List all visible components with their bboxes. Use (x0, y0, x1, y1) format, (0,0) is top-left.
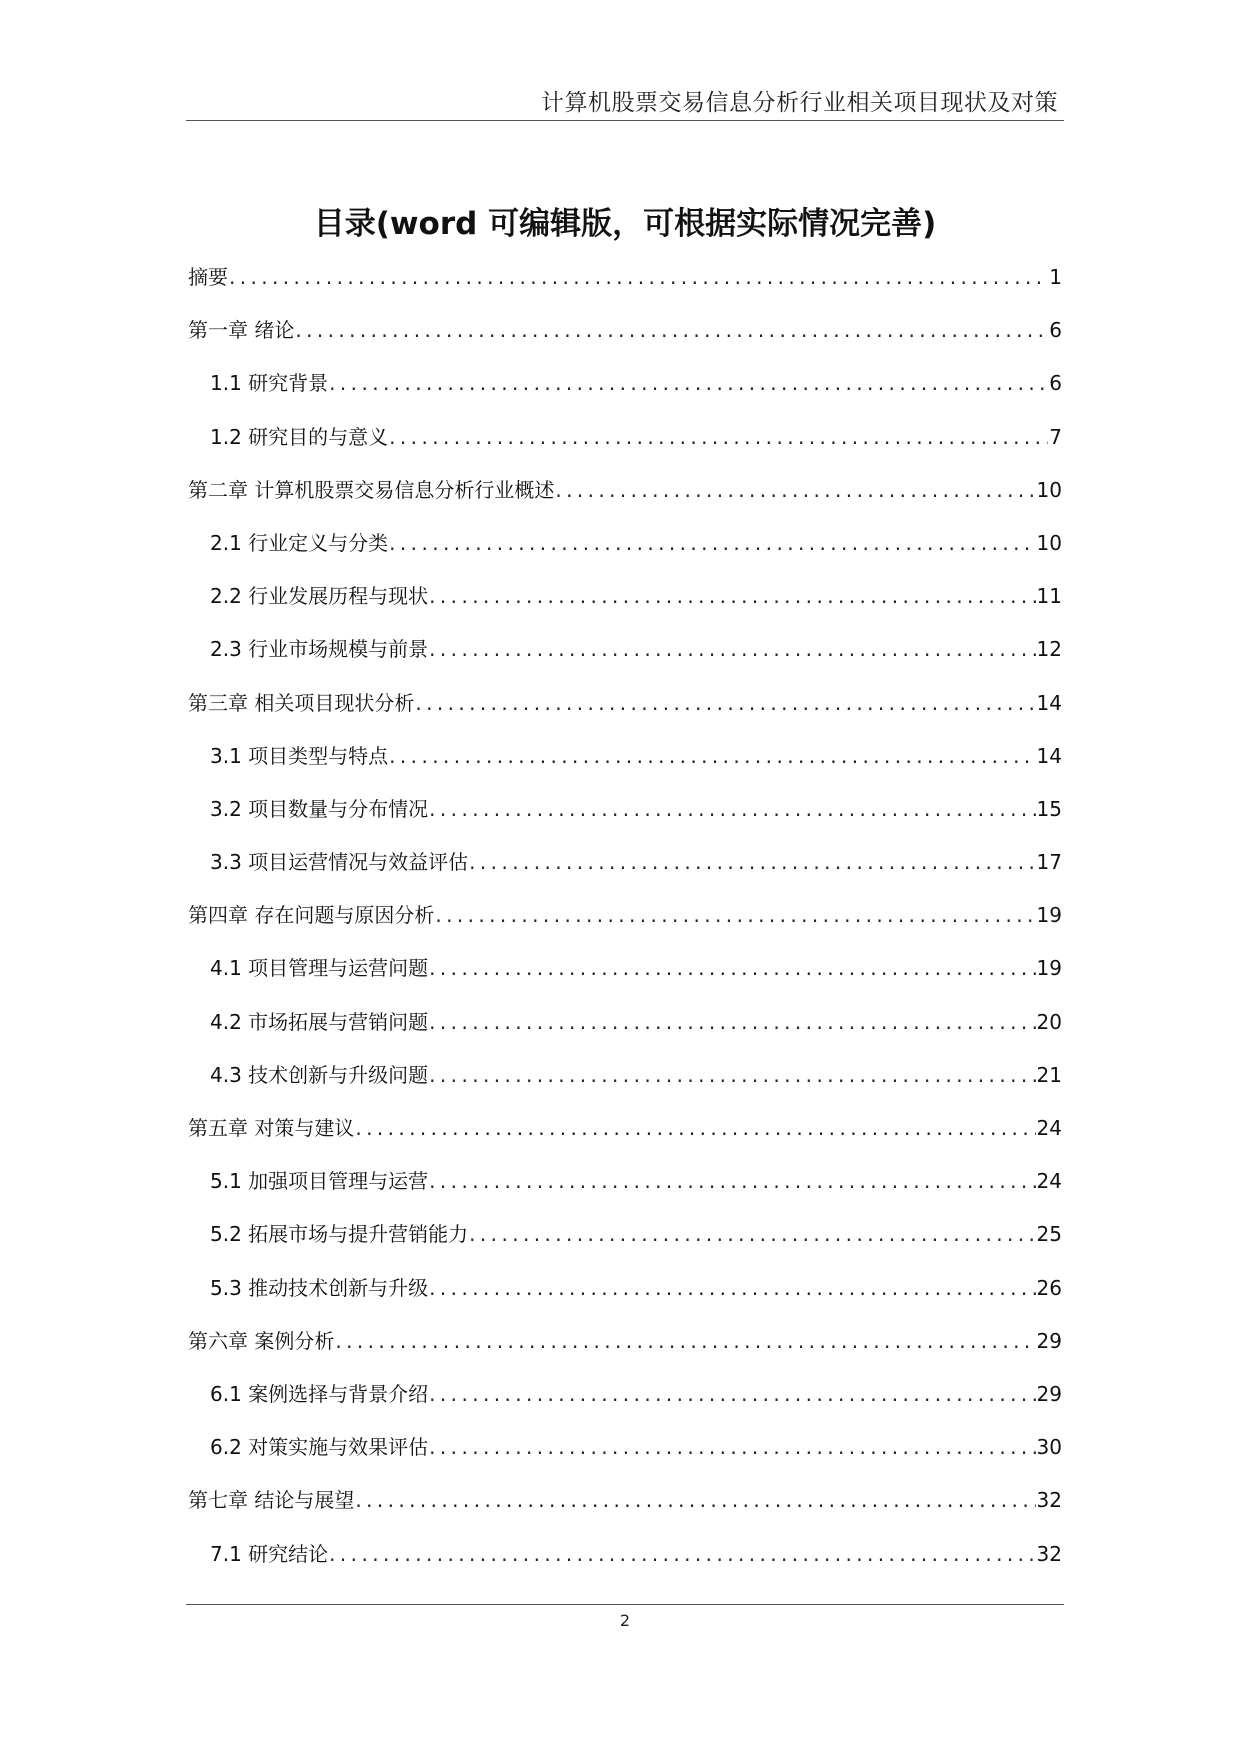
header-title: 计算机股票交易信息分析行业相关项目现状及对策 (541, 90, 1058, 116)
toc-entry[interactable] (188, 1007, 1062, 1060)
toc-entry-label: 4.2 市场拓展与营销问题 (210, 1009, 429, 1034)
toc-entry-page: 14 (1036, 743, 1062, 768)
toc-leader-dots (429, 1273, 1035, 1303)
toc-leader-dots (335, 1326, 1035, 1356)
toc-entry-label: 第六章 案例分析 (188, 1328, 335, 1353)
toc-leader-dots (329, 368, 1048, 398)
table-of-contents (188, 262, 1062, 1592)
toc-entry-label: 2.2 行业发展历程与现状 (210, 584, 429, 609)
toc-entry-page: 32 (1036, 1541, 1062, 1566)
toc-leader-dots (295, 315, 1048, 345)
toc-entry[interactable] (188, 634, 1062, 687)
toc-entry[interactable] (188, 1379, 1062, 1432)
toc-entry[interactable] (188, 422, 1062, 475)
toc-entry[interactable] (188, 688, 1062, 741)
page-number: 2 (619, 1611, 631, 1630)
toc-entry-page: 10 (1036, 477, 1062, 502)
toc-title: 目录(word 可编辑版，可根据实际情况完善) (313, 206, 937, 242)
toc-leader-dots (329, 1539, 1035, 1569)
toc-entry-page: 21 (1036, 1062, 1062, 1087)
toc-entry-page: 29 (1036, 1381, 1062, 1406)
toc-entry-label: 5.3 推动技术创新与升级 (210, 1275, 429, 1300)
toc-entry-label: 5.2 拓展市场与提升营销能力 (210, 1222, 469, 1247)
toc-entry[interactable] (188, 581, 1062, 634)
toc-entry-label: 2.3 行业市场规模与前景 (210, 637, 429, 662)
toc-leader-dots (389, 528, 1035, 558)
toc-leader-dots (415, 688, 1035, 718)
toc-entry[interactable] (188, 953, 1062, 1006)
toc-entry-page: 12 (1036, 637, 1062, 662)
toc-entry-label: 6.2 对策实施与效果评估 (210, 1435, 429, 1460)
toc-entry[interactable] (188, 1485, 1062, 1538)
toc-entry-page: 24 (1036, 1116, 1062, 1140)
toc-entry[interactable] (188, 1166, 1062, 1219)
toc-leader-dots (429, 953, 1035, 983)
toc-entry[interactable] (188, 900, 1062, 953)
toc-entry-label: 第三章 相关项目现状分析 (188, 690, 415, 715)
toc-entry-label: 第一章 绪论 (188, 318, 295, 343)
toc-leader-dots (429, 581, 1035, 611)
toc-leader-dots (435, 900, 1035, 930)
toc-entry-label: 3.2 项目数量与分布情况 (210, 796, 429, 821)
toc-entry-page: 32 (1036, 1488, 1062, 1513)
toc-leader-dots (469, 1219, 1035, 1249)
toc-entry[interactable] (188, 1060, 1062, 1113)
toc-leader-dots (555, 475, 1035, 505)
toc-entry[interactable] (188, 315, 1062, 368)
toc-entry[interactable] (188, 528, 1062, 581)
toc-entry-page: 19 (1036, 956, 1062, 981)
page-footer (186, 1604, 1064, 1630)
toc-entry-label: 4.1 项目管理与运营问题 (210, 956, 429, 981)
toc-entry[interactable] (188, 1539, 1062, 1592)
toc-entry-page: 26 (1036, 1275, 1062, 1300)
toc-entry-label: 1.2 研究目的与意义 (210, 424, 389, 449)
toc-entry-page: 17 (1036, 850, 1062, 875)
toc-leader-dots (389, 741, 1035, 771)
toc-entry-page: 11 (1036, 584, 1062, 609)
toc-entry-page: 6 (1049, 371, 1062, 396)
toc-entry[interactable] (188, 847, 1062, 900)
toc-entry-page: 19 (1036, 903, 1062, 928)
toc-leader-dots (389, 422, 1048, 452)
toc-entry[interactable] (188, 475, 1062, 528)
toc-leader-dots (429, 1379, 1035, 1409)
toc-entry-page: 30 (1036, 1435, 1062, 1460)
toc-leader-dots (429, 634, 1035, 664)
toc-entry-page: 15 (1036, 796, 1062, 821)
toc-entry-label: 第四章 存在问题与原因分析 (188, 903, 435, 928)
toc-entry-label: 3.3 项目运营情况与效益评估 (210, 850, 469, 875)
toc-entry[interactable] (188, 794, 1062, 847)
toc-entry-label: 4.3 技术创新与升级问题 (210, 1062, 429, 1087)
toc-entry-label: 6.1 案例选择与背景介绍 (210, 1381, 429, 1406)
toc-entry-label: 5.1 加强项目管理与运营 (210, 1169, 429, 1194)
toc-leader-dots (429, 1432, 1035, 1462)
toc-entry-label: 摘要 (188, 265, 228, 289)
toc-entry-page: 29 (1036, 1328, 1062, 1353)
toc-leader-dots (355, 1113, 1035, 1143)
toc-entry[interactable] (188, 1432, 1062, 1485)
toc-entry-page: 14 (1036, 690, 1062, 715)
toc-entry-label: 第七章 结论与展望 (188, 1488, 355, 1513)
toc-leader-dots (429, 1007, 1035, 1037)
toc-leader-dots (429, 794, 1035, 824)
toc-entry-label: 7.1 研究结论 (210, 1541, 329, 1566)
toc-leader-dots (429, 1166, 1035, 1196)
toc-entry-label: 3.1 项目类型与特点 (210, 743, 389, 768)
toc-entry[interactable] (188, 741, 1062, 794)
toc-entry-label: 1.1 研究背景 (210, 371, 329, 396)
toc-entry[interactable] (188, 1113, 1062, 1166)
toc-entry-label: 第五章 对策与建议 (188, 1116, 355, 1140)
toc-entry-label: 第二章 计算机股票交易信息分析行业概述 (188, 477, 555, 502)
toc-leader-dots (429, 1060, 1035, 1090)
toc-entry[interactable] (188, 1219, 1062, 1272)
toc-entry-page: 25 (1036, 1222, 1062, 1247)
toc-entry[interactable] (188, 262, 1062, 315)
toc-entry-page: 6 (1049, 318, 1062, 343)
page-header (186, 80, 1064, 121)
toc-entry-page: 7 (1049, 424, 1062, 449)
toc-entry[interactable] (188, 1273, 1062, 1326)
toc-entry-label: 2.1 行业定义与分类 (210, 530, 389, 555)
toc-entry-page: 10 (1036, 530, 1062, 555)
toc-entry-page: 24 (1036, 1169, 1062, 1194)
toc-leader-dots (355, 1485, 1035, 1515)
toc-leader-dots (469, 847, 1035, 877)
toc-entry-page: 1 (1049, 265, 1062, 289)
toc-entry[interactable] (188, 1326, 1062, 1379)
toc-entry-page: 20 (1036, 1009, 1062, 1034)
toc-entry[interactable] (188, 368, 1062, 421)
toc-leader-dots (229, 262, 1048, 292)
